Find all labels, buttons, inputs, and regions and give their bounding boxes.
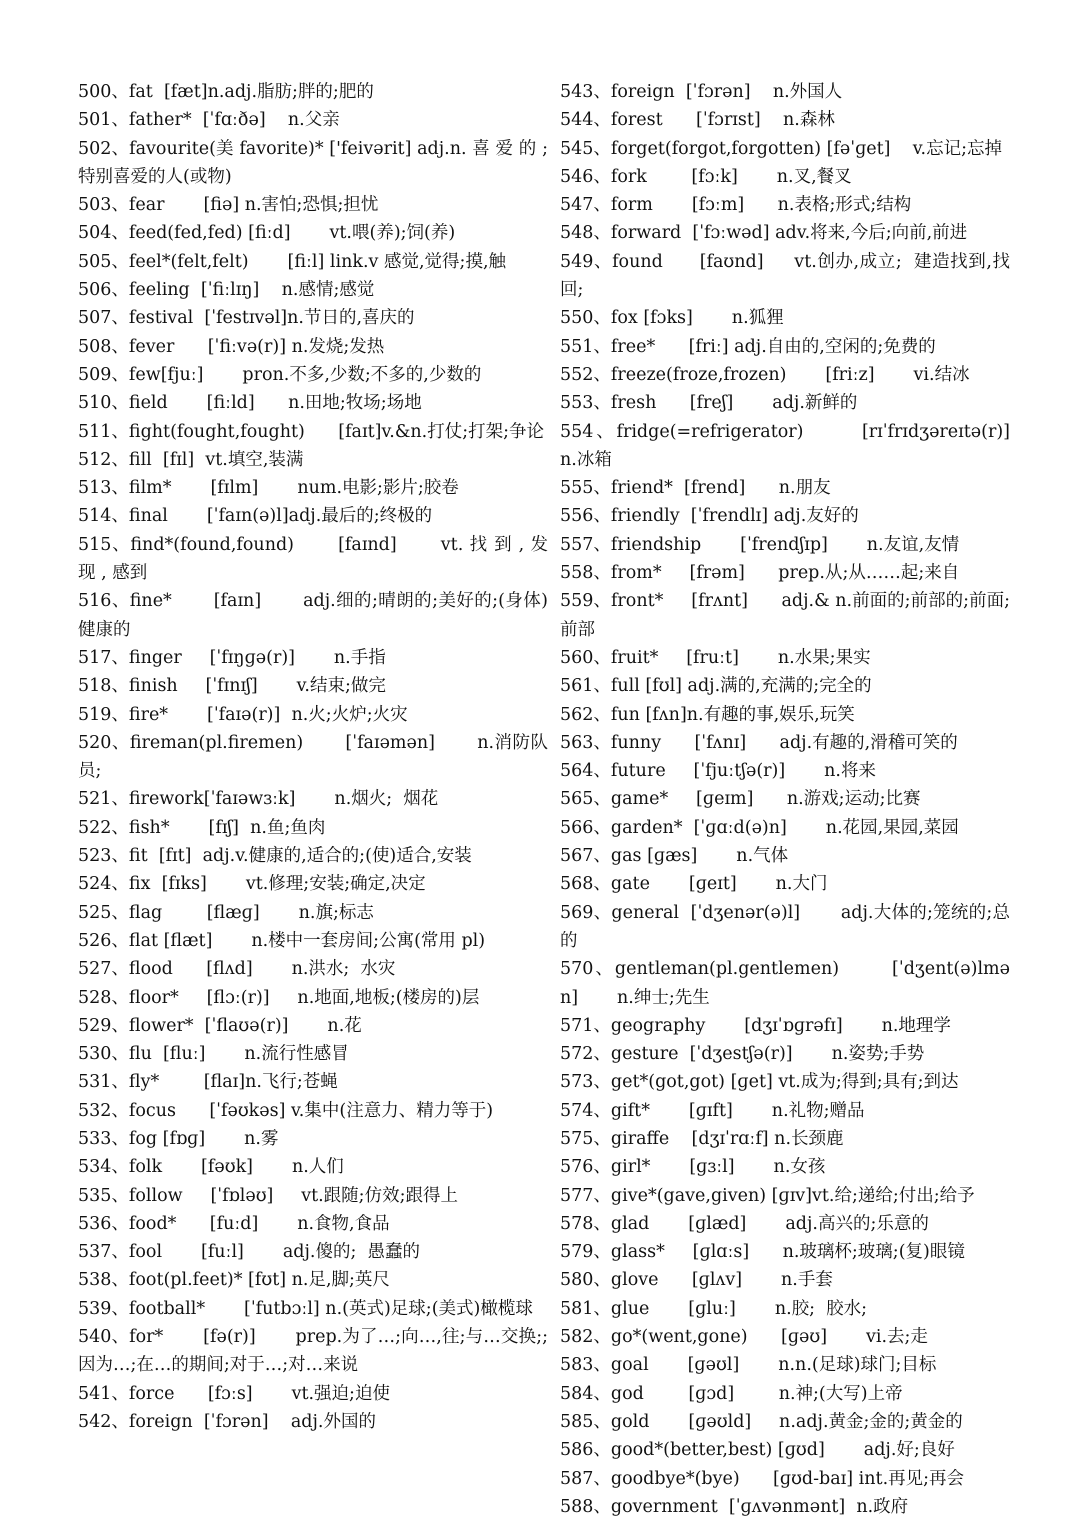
- vocab-entry: 515、find*(found,found) [faɪnd] vt. 找 到 , 发 现 , 感到: [78, 534, 554, 584]
- vocab-entry: 551、free* [friː] adj.自由的,空闲的;免费的: [560, 336, 936, 357]
- vocab-entry: 538、foot(pl.feet)* [fʊt] n.足,脚;英尺: [78, 1270, 390, 1291]
- vocab-entry: 545、forget(forgot,forgotten) [fəˈɡet] v.忘记;忘掉: [560, 138, 1003, 159]
- vocab-entry: 587、goodbye*(bye) [ɡʊd-baɪ] int.再见;再会: [560, 1468, 965, 1489]
- vocab-entry: 539、football* [ˈfutbɔːl] n.(英式)足球;(美式)橄榄球: [78, 1298, 533, 1319]
- vocab-entry: 557、friendship [ˈfrendʃɪp] n.友谊,友情: [560, 534, 960, 555]
- vocab-entry: 550、fox [fɔks] n.狐狸: [560, 308, 784, 329]
- vocab-entry: 553、fresh [freʃ] adj.新鲜的: [560, 393, 858, 414]
- vocab-entry: 585、gold [ɡəʊld] n.adj.黄金;金的;黄金的: [560, 1411, 963, 1432]
- vocab-entry: 548、forward [ˈfɔːwəd] adv.将来,今后;向前,前进: [560, 223, 968, 244]
- vocab-entry: 510、field [fiːld] n.田地;牧场;场地: [78, 393, 422, 414]
- vocab-entry: 521、firework[ˈfaɪəwɜːk] n.烟火; 烟花: [78, 789, 439, 810]
- vocab-entry: 526、flat [flæt] n.楼中一套房间;公寓(常用 pl): [78, 930, 486, 951]
- vocab-entry: 547、form [fɔːm] n.表格;形式;结构: [560, 195, 912, 216]
- vocab-entry: 508、fever [ˈfiːvə(r)] n.发烧;发热: [78, 336, 385, 357]
- vocab-entry: 536、food* [fuːd] n.食物,食品: [78, 1213, 390, 1234]
- vocab-entry: 560、fruit* [fruːt] n.水果;果实: [560, 647, 871, 668]
- vocab-entry: 567、gas [ɡæs] n.气体: [560, 846, 789, 867]
- vocab-entry: 566、garden* [ˈɡɑːd(ə)n] n.花园,果园,菜园: [560, 817, 959, 838]
- vocab-entry: 555、friend* [frend] n.朋友: [560, 478, 831, 499]
- vocab-entry: 533、fog [fɒɡ] n.雾: [78, 1128, 279, 1149]
- vocab-entry: 519、fire* [ˈfaɪə(r)] n.火;火炉;火灾: [78, 704, 408, 725]
- vocab-entry: 507、festival [ˈfestɪvəl]n.节日的,喜庆的: [78, 308, 415, 329]
- vocab-entry: 575、giraffe [dʒɪˈrɑːf] n.长颈鹿: [560, 1128, 844, 1149]
- vocab-entry: 524、fix [fɪks] vt.修理;安装;确定,决定: [78, 874, 426, 895]
- vocab-entry: 581、glue [ɡluː] n.胶; 胶水;: [560, 1298, 868, 1319]
- vocab-entry: 522、fish* [fɪʃ] n.鱼;鱼肉: [78, 817, 326, 838]
- vocab-entry: 558、from* [frəm] prep.从;从……起;来自: [560, 563, 960, 584]
- vocab-entry: 586、good*(better,best) [ɡʊd] adj.好;良好: [560, 1440, 955, 1461]
- vocab-entry: 500、fat [fæt]n.adj.脂肪;胖的;肥的: [78, 82, 374, 102]
- vocab-entry: 546、fork [fɔːk] n.叉,餐叉: [560, 166, 852, 187]
- vocab-entry: 577、give*(gave,given) [ɡɪv]vt.给;递给;付出;给予: [560, 1185, 975, 1206]
- vocab-entry: 523、fit [fɪt] adj.v.健康的,适合的;(使)适合,安装: [78, 846, 472, 867]
- vocab-entry: 554、fridge(=refrigerator) [rɪˈfrɪdʒəreɪtə(r)] n.冰箱: [560, 421, 1049, 470]
- vocab-entry: 584、god [ɡɔd] n.神;(大写)上帝: [560, 1383, 903, 1404]
- vocab-entry: 532、focus [ˈfəʊkəs] v.集中(注意力、精力等于): [78, 1100, 494, 1121]
- right-column: [560, 78, 1049, 1521]
- vocab-entry: 561、full [fʊl] adj.满的,充满的;完全的: [560, 676, 872, 697]
- vocab-entry: 572、gesture [ˈdʒestʃə(r)] n.姿势;手势: [560, 1044, 925, 1065]
- vocab-entry: 511、fight(fought,fought) [faɪt]v.&n.打仗;打架;争论: [78, 421, 545, 442]
- vocab-entry: 563、funny [ˈfʌnɪ] adj.有趣的,滑稽可笑的: [560, 732, 958, 753]
- vocab-entry: 530、flu [fluː] n.流行性感冒: [78, 1044, 349, 1065]
- vocab-entry: 502、favourite(美 favorite)* ['feivərit] adj.n. 喜 爱 的 ; 特别喜爱的人(或物): [78, 138, 554, 187]
- vocab-entry: 528、floor* [flɔː(r)] n.地面,地板;(楼房的)层: [78, 987, 480, 1008]
- vocab-entry: 569、general [ˈdʒenər(ə)l] adj.大体的;笼统的;总的: [560, 902, 1010, 951]
- vocab-entry: 525、flag [flæɡ] n.旗;标志: [78, 902, 374, 923]
- vocab-entry: 549、found [faʊnd] vt.创办,成立; 建造找到,找回;: [560, 251, 1010, 301]
- vocab-entry: 564、future [ˈfjuːtʃə(r)] n.将来: [560, 761, 876, 782]
- vocab-entry: 503、fear [fiə] n.害怕;恐惧;担忧: [78, 195, 379, 216]
- vocab-entry: 542、foreign [ˈfɔrən] adj.外国的: [78, 1411, 376, 1432]
- vocab-entry: 534、folk [fəʊk] n.人们: [78, 1157, 344, 1178]
- vocab-entry: 506、feeling [ˈfiːlɪŋ] n.感情;感觉: [78, 280, 375, 301]
- vocab-entry: 559、front* [frʌnt] adj.& n.前面的;前部的;前面;前部: [560, 591, 1010, 640]
- vocab-entry: 579、glass* [ɡlɑːs] n.玻璃杯;玻璃;(复)眼镜: [560, 1242, 965, 1263]
- vocab-entry: 574、gift* [ɡɪft] n.礼物;赠品: [560, 1100, 865, 1121]
- vocab-entry: 537、fool [fuːl] adj.傻的; 愚蠢的: [78, 1242, 420, 1263]
- vocab-entry: 552、freeze(froze,frozen) [friːz] vi.结冰: [560, 364, 970, 385]
- vocab-entry: 529、flower* [ˈflaʊə(r)] n.花: [78, 1015, 362, 1036]
- left-column: [78, 78, 554, 1436]
- vocab-entry: 568、gate [ɡeɪt] n.大门: [560, 874, 828, 895]
- vocab-entry: 501、father* [ˈfɑːðə] n.父亲: [78, 110, 340, 131]
- vocab-entry: 578、glad [ɡlæd] adj.高兴的;乐意的: [560, 1213, 929, 1234]
- vocab-entry: 535、follow [ˈfɒləʊ] vt.跟随;仿效;跟得上: [78, 1185, 458, 1206]
- vocab-entry: 583、goal [ɡəʊl] n.n.(足球)球门;目标: [560, 1355, 937, 1376]
- vocab-entry: 573、get*(got,got) [ɡet] vt.成为;得到;具有;到达: [560, 1072, 959, 1093]
- vocab-entry: 565、game* [ɡeɪm] n.游戏;运动;比赛: [560, 789, 921, 810]
- vocab-entry: 571、geography [dʒɪˈɒɡrəfɪ] n.地理学: [560, 1015, 951, 1036]
- vocab-entry: 540、for* [fə(r)] prep.为了…;向…,往;与…交换;;因为…;在…的期间;对于…;对…来说: [78, 1327, 548, 1376]
- vocab-entry: 531、fly* [flaɪ]n.飞行;苍蝇: [78, 1072, 338, 1093]
- vocab-entry: 543、foreign [ˈfɔrən] n.外国人: [560, 82, 843, 102]
- vocab-entry: 513、film* [fɪlm] num.电影;影片;胶卷: [78, 478, 459, 499]
- vocab-entry: 562、fun [fʌn]n.有趣的事,娱乐,玩笑: [560, 704, 855, 725]
- vocab-entry: 504、feed(fed,fed) [fiːd] vt.喂(养);饲(养): [78, 223, 456, 244]
- vocab-entry: 509、few[fjuː] pron.不多,少数;不多的,少数的: [78, 364, 482, 385]
- vocab-entry: 516、fine* [faɪn] adj.细的;晴朗的;美好的;(身体)健康的: [78, 591, 548, 640]
- vocab-entry: 544、forest [ˈfɔrɪst] n.森林: [560, 110, 835, 131]
- vocab-entry: 505、feel*(felt,felt) [fiːl] link.v 感觉,觉得;摸,触: [78, 251, 507, 272]
- vocab-entry: 570、gentleman(pl.gentlemen) [ˈdʒent(ə)lmən] n.绅士;先生: [560, 959, 1010, 1008]
- vocab-entry: 582、go*(went,gone) [ɡəʊ] vi.去;走: [560, 1327, 928, 1348]
- vocab-entry: 556、friendly [ˈfrendlɪ] adj.友好的: [560, 506, 859, 527]
- vocab-entry: 517、finger [ˈfɪŋɡə(r)] n.手指: [78, 647, 386, 668]
- vocab-entry: 520、fireman(pl.firemen) [ˈfaɪəmən] n.消防队员;: [78, 732, 548, 782]
- vocab-entry: 576、girl* [ɡɜːl] n.女孩: [560, 1157, 826, 1178]
- vocab-entry: 541、force [fɔːs] vt.强迫;迫使: [78, 1383, 390, 1404]
- vocab-entry: 527、flood [flʌd] n.洪水; 水灾: [78, 959, 396, 980]
- vocab-entry: 580、glove [ɡlʌv] n.手套: [560, 1270, 833, 1291]
- vocab-entry: 588、government [ˈɡʌvənmənt] n.政府: [560, 1496, 909, 1517]
- vocab-entry: 512、fill [fɪl] vt.填空,装满: [78, 449, 304, 470]
- vocab-entry: 514、final [ˈfaɪn(ə)l]adj.最后的;终极的: [78, 506, 433, 527]
- vocab-entry: 518、finish [ˈfɪnɪʃ] v.结束;做完: [78, 676, 386, 697]
